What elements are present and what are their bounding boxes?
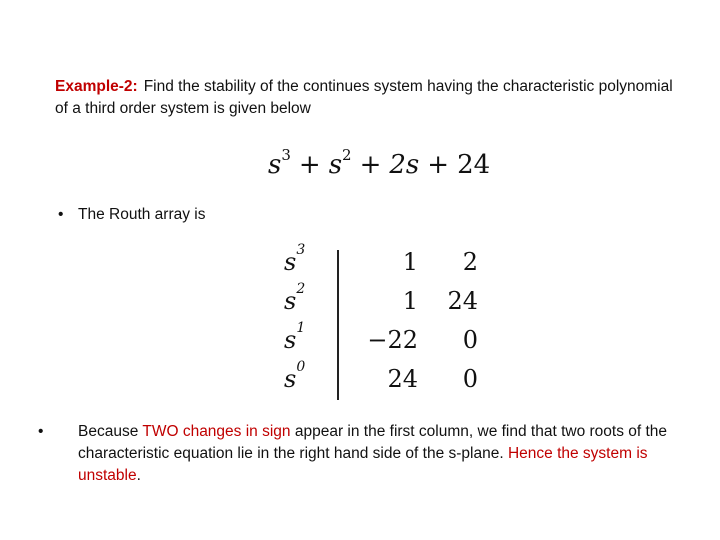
routh-array	[280, 242, 490, 398]
bullet-routh-intro	[58, 204, 206, 226]
routh-power: $s^0$	[284, 359, 306, 393]
routh-col2-value: 0	[462, 365, 478, 393]
example-label: Example-2:	[55, 78, 138, 95]
bullet-routh-text: The Routh array is	[78, 206, 206, 223]
conclusion-part3: .	[136, 467, 141, 484]
poly-op3: +	[427, 150, 450, 180]
bullet-dot: •	[38, 423, 44, 440]
poly-term4: 24	[457, 150, 491, 180]
conclusion-part1: Because	[78, 423, 143, 440]
poly-term3: 2s	[389, 150, 420, 180]
poly-term1-base: s	[268, 150, 282, 180]
conclusion-part2: appear in the first column, we find that two roots of the characteristic equation lie in the right hand side of the s-plane.	[78, 423, 668, 462]
routh-col2-value: 0	[462, 326, 478, 354]
poly-op2: +	[359, 150, 382, 180]
characteristic-polynomial	[268, 146, 491, 180]
poly-term2-exp: 2	[342, 146, 352, 164]
bullet-dot: •	[58, 206, 64, 223]
conclusion-highlight-sign-changes: TWO changes in sign	[142, 423, 291, 440]
poly-term1-exp: 3	[281, 146, 291, 164]
poly-term2-base: s	[328, 150, 343, 180]
routh-row-s2	[280, 281, 490, 321]
routh-row-s0	[280, 359, 490, 399]
bullet-conclusion	[38, 421, 698, 487]
routh-row-s3	[280, 242, 490, 282]
example-text: Find the stability of the continues system having the characteristic polynomial of a third order system is given below	[55, 78, 673, 117]
routh-col2-value: 24	[447, 287, 478, 315]
routh-col1-value: 1	[402, 287, 418, 315]
routh-col2-value: 2	[462, 248, 478, 276]
routh-col1-value: −22	[367, 326, 418, 354]
routh-col1-value: 1	[402, 248, 418, 276]
routh-row-s1	[280, 320, 490, 360]
routh-col1-value: 24	[387, 365, 418, 393]
example-intro	[55, 76, 675, 120]
routh-power: $s^1$	[284, 320, 306, 354]
routh-power: $s^2$	[284, 281, 306, 315]
routh-power: $s^3$	[284, 242, 306, 276]
conclusion-highlight-unstable: Hence the system is unstable	[78, 445, 648, 484]
poly-op1: +	[298, 150, 321, 180]
